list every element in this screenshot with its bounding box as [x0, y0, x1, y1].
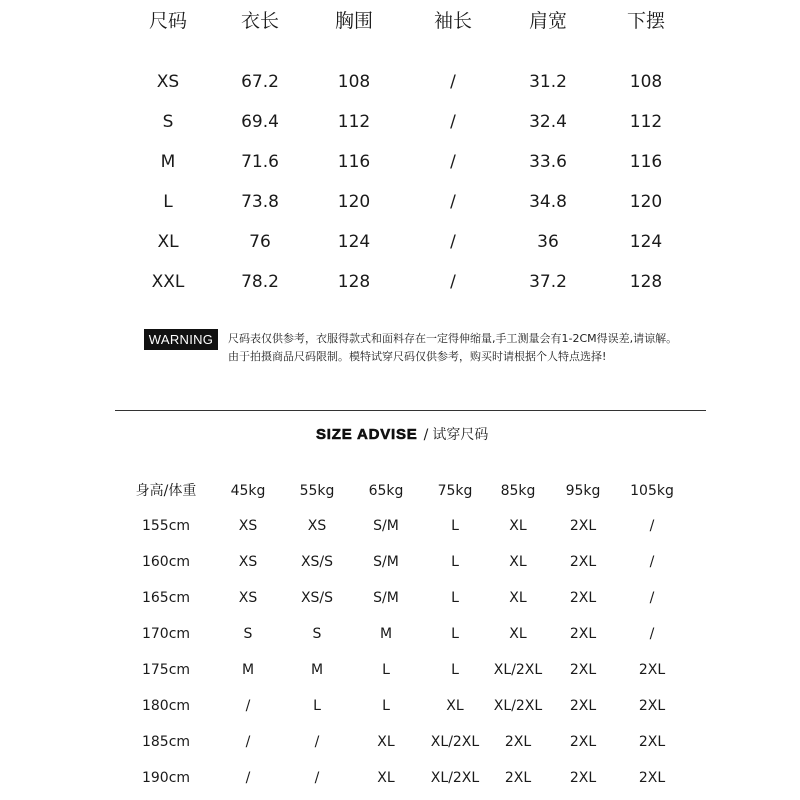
table-cell: 2XL: [569, 770, 597, 786]
table-cell: /: [450, 192, 456, 212]
table-cell: L: [382, 662, 390, 678]
table-cell: S: [243, 626, 253, 642]
table-cell: 2XL: [638, 770, 666, 786]
column-header: 袖长: [433, 10, 473, 32]
row-label: M: [160, 152, 176, 172]
table-cell: 2XL: [569, 554, 597, 570]
column-header: 衣长: [240, 10, 280, 32]
table-cell: S/M: [373, 554, 399, 570]
table-cell: 116: [337, 152, 371, 172]
table-cell: 37.2: [529, 272, 567, 292]
table-cell: 78.2: [241, 272, 279, 292]
table-cell: 128: [629, 272, 663, 292]
column-header: 55kg: [299, 483, 335, 499]
table-cell: XL: [509, 554, 527, 570]
table-cell: /: [314, 734, 320, 750]
table-cell: XS: [238, 590, 258, 606]
table-cell: 2XL: [638, 662, 666, 678]
column-header: 95kg: [565, 483, 601, 499]
row-label: 175cm: [141, 662, 191, 678]
table-cell: XL: [446, 698, 464, 714]
table-cell: S/M: [373, 590, 399, 606]
column-header: 身高/体重: [135, 483, 197, 499]
row-label: XL: [157, 232, 179, 252]
table-cell: 2XL: [638, 734, 666, 750]
table-cell: XS: [238, 554, 258, 570]
table-cell: 2XL: [569, 698, 597, 714]
table-cell: XS/S: [300, 590, 334, 606]
column-header: 85kg: [500, 483, 536, 499]
table-cell: /: [450, 72, 456, 92]
size-advise-title-separator: /: [423, 427, 429, 443]
table-cell: L: [451, 662, 459, 678]
row-label: 185cm: [141, 734, 191, 750]
table-cell: L: [382, 698, 390, 714]
size-advise-title-en: SIZE ADVISE: [316, 426, 418, 443]
row-label: L: [163, 192, 173, 212]
section-divider: [115, 410, 706, 411]
warning-badge: WARNING: [144, 329, 218, 350]
table-cell: S: [312, 626, 322, 642]
table-cell: 124: [337, 232, 371, 252]
table-cell: 2XL: [569, 590, 597, 606]
table-cell: XL: [509, 590, 527, 606]
table-cell: /: [245, 734, 251, 750]
table-cell: 108: [337, 72, 371, 92]
table-cell: 34.8: [529, 192, 567, 212]
row-label: XS: [156, 72, 180, 92]
table-cell: XL/2XL: [430, 770, 480, 786]
table-cell: 2XL: [569, 662, 597, 678]
size-advise-title: [316, 427, 488, 442]
column-header: 45kg: [230, 483, 266, 499]
table-cell: 2XL: [569, 626, 597, 642]
table-cell: L: [451, 518, 459, 534]
table-cell: /: [314, 770, 320, 786]
row-label: 165cm: [141, 590, 191, 606]
row-label: 190cm: [141, 770, 191, 786]
column-header: 65kg: [368, 483, 404, 499]
table-cell: M: [379, 626, 393, 642]
warning-text-line-2: 由于拍摄商品尺码限制。模特试穿尺码仅供参考，购买时请根据个人特点选择!: [228, 350, 607, 363]
table-cell: /: [649, 554, 655, 570]
table-cell: 76: [249, 232, 271, 252]
table-cell: 2XL: [569, 518, 597, 534]
table-cell: XS: [238, 518, 258, 534]
table-cell: XL: [377, 770, 395, 786]
table-cell: 32.4: [529, 112, 567, 132]
table-cell: 69.4: [241, 112, 279, 132]
table-cell: S/M: [373, 518, 399, 534]
table-cell: XL: [509, 518, 527, 534]
table-cell: 73.8: [241, 192, 279, 212]
row-label: 170cm: [141, 626, 191, 642]
table-cell: 2XL: [638, 698, 666, 714]
row-label: XXL: [151, 272, 185, 292]
column-header: 胸围: [334, 10, 374, 32]
table-cell: XS/S: [300, 554, 334, 570]
table-cell: /: [649, 518, 655, 534]
table-cell: 2XL: [504, 770, 532, 786]
table-cell: /: [649, 590, 655, 606]
size-advise-title-zh: 试穿尺码: [432, 427, 489, 443]
column-header: 105kg: [630, 483, 674, 499]
table-cell: 120: [629, 192, 663, 212]
table-cell: L: [451, 590, 459, 606]
table-cell: 108: [629, 72, 663, 92]
table-cell: /: [450, 272, 456, 292]
table-cell: /: [245, 698, 251, 714]
table-cell: 2XL: [504, 734, 532, 750]
table-cell: 116: [629, 152, 663, 172]
column-header: 75kg: [437, 483, 473, 499]
column-header: 下摆: [626, 10, 666, 32]
table-cell: L: [313, 698, 321, 714]
column-header: 肩宽: [528, 10, 568, 32]
table-cell: L: [451, 554, 459, 570]
table-cell: /: [450, 152, 456, 172]
table-cell: XL/2XL: [493, 662, 543, 678]
warning-text-line-1: 尺码表仅供参考，衣服得款式和面料存在一定得伸缩量,手工测量会有1-2CM得误差,请谅解。: [228, 332, 678, 345]
table-cell: XL: [377, 734, 395, 750]
table-cell: 71.6: [241, 152, 279, 172]
table-cell: M: [241, 662, 255, 678]
table-cell: L: [451, 626, 459, 642]
table-cell: XL/2XL: [493, 698, 543, 714]
column-header: 尺码: [148, 10, 188, 32]
table-cell: 128: [337, 272, 371, 292]
table-cell: 67.2: [241, 72, 279, 92]
table-cell: 2XL: [569, 734, 597, 750]
table-cell: 124: [629, 232, 663, 252]
table-cell: 120: [337, 192, 371, 212]
table-cell: 112: [629, 112, 663, 132]
table-cell: 33.6: [529, 152, 567, 172]
table-cell: M: [310, 662, 324, 678]
table-cell: XS: [307, 518, 327, 534]
row-label: 160cm: [141, 554, 191, 570]
table-cell: XL: [509, 626, 527, 642]
table-cell: /: [450, 112, 456, 132]
table-cell: 36: [537, 232, 559, 252]
table-cell: XL/2XL: [430, 734, 480, 750]
table-cell: /: [450, 232, 456, 252]
row-label: 180cm: [141, 698, 191, 714]
table-cell: /: [649, 626, 655, 642]
table-cell: 31.2: [529, 72, 567, 92]
row-label: S: [162, 112, 174, 132]
table-cell: 112: [337, 112, 371, 132]
table-cell: /: [245, 770, 251, 786]
row-label: 155cm: [141, 518, 191, 534]
